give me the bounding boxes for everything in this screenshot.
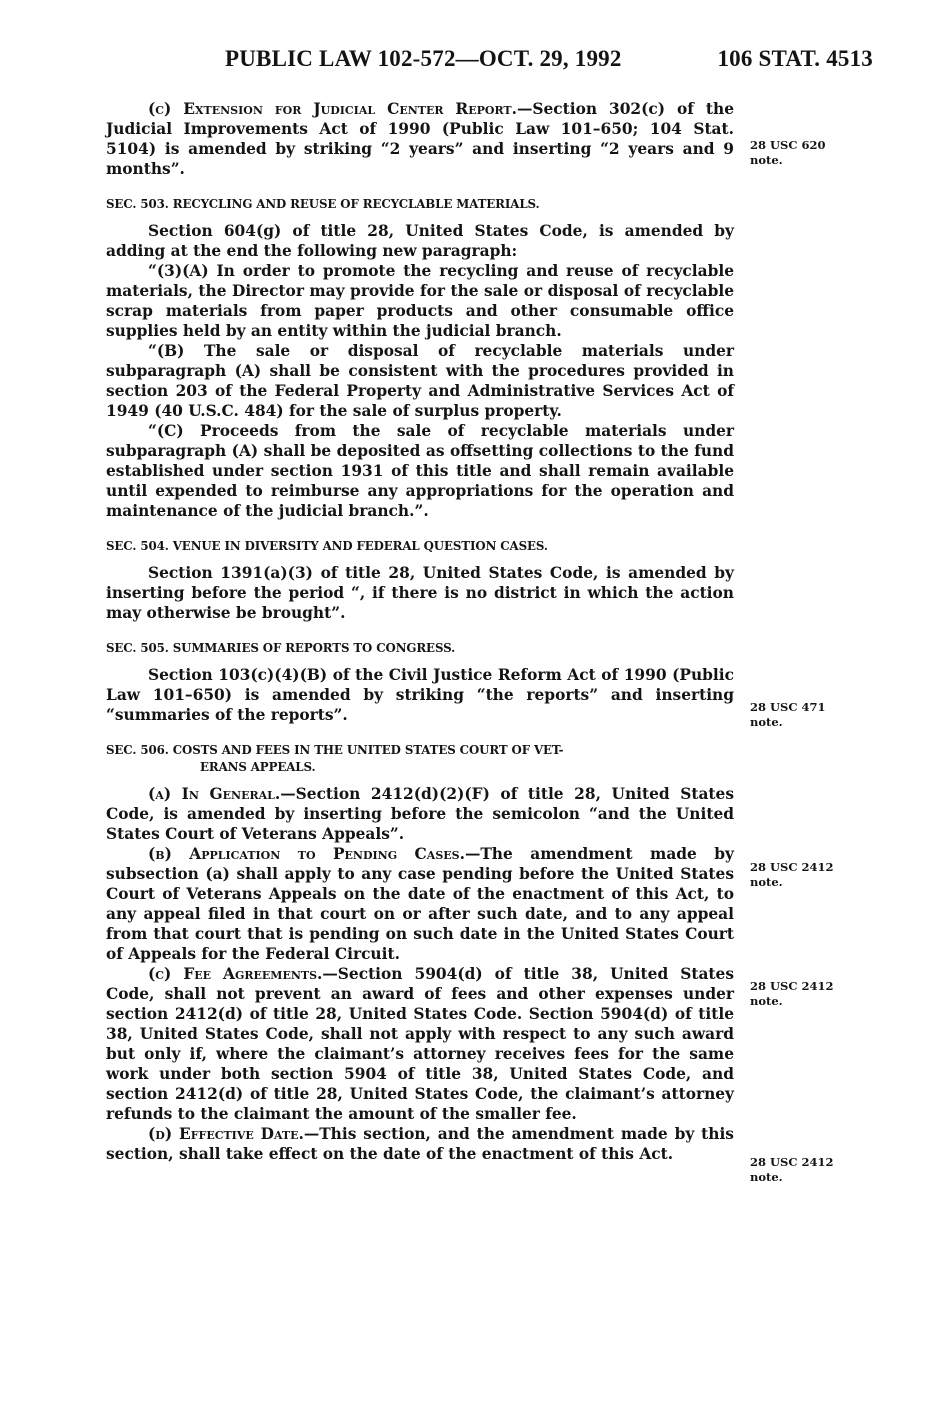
- paragraph: “(B) The sale or disposal of recyclable materials under subparagraph (A) shall be consistent with the procedures provided in section 203 of the Federal Property and Administrative Services Act of 1949 (40 U.S.C. 484) for the sale of surplus property.: [106, 342, 734, 420]
- paragraph-text: —This section, and the amendment made by this section, shall take effect on the date of the enactment of this Act.: [106, 1125, 734, 1163]
- paragraph-extension-report: [106, 99, 734, 179]
- margin-note-citation: 28 USC 2412: [750, 1155, 834, 1169]
- paragraph: “(3)(A) In order to promote the recycling and reuse of recyclable materials, the Director may provide for the sale or disposal of recyclable scrap materials from paper products and other consumable office supplies held by an entity within the judicial branch.: [106, 262, 734, 340]
- margin-note-label: note.: [750, 1170, 783, 1184]
- section-heading-503: SEC. 503. RECYCLING AND REUSE OF RECYCLABLE MATERIALS.: [106, 197, 540, 211]
- paragraph: “(C) Proceeds from the sale of recyclable materials under subparagraph (A) shall be deposited as offsetting collections to the fund established under section 1931 of this title and shall remain available until expended to reimburse any appropriations for the operation and maintenance of the judicial branch.”.: [106, 422, 734, 520]
- subsection-heading: (a) In General.: [148, 785, 281, 803]
- margin-note-citation: 28 USC 620: [750, 138, 826, 152]
- header-title: PUBLIC LAW 102-572—OCT. 29, 1992: [225, 46, 622, 71]
- paragraph-fee-agreements: [106, 964, 734, 1124]
- margin-note-citation: 28 USC 2412: [750, 979, 834, 993]
- section-heading-504: SEC. 504. VENUE IN DIVERSITY AND FEDERAL QUESTION CASES.: [106, 539, 548, 553]
- margin-note: [750, 138, 860, 168]
- paragraph: Section 604(g) of title 28, United States Code, is amended by adding at the end the following new paragraph:: [106, 222, 734, 260]
- paragraph: Section 103(c)(4)(B) of the Civil Justice Reform Act of 1990 (Public Law 101–650) is amended by striking “the reports” and inserting “summaries of the reports”.: [106, 666, 734, 724]
- subsection-heading: (c) Extension for Judicial Center Report.: [148, 100, 517, 118]
- margin-note-citation: 28 USC 471: [750, 700, 826, 714]
- paragraph-text: —Section 2412(d)(2)(F) of title 28, United States Code, is amended by inserting before the semicolon “and the United States Court of Veterans Appeals”.: [106, 785, 735, 843]
- subsection-heading: (c) Fee Agreements.: [148, 965, 323, 983]
- margin-note-label: note.: [750, 153, 783, 167]
- section-heading-line: SEC. 506. COSTS AND FEES IN THE UNITED STATES COURT OF VET-: [106, 743, 564, 757]
- margin-note: [750, 700, 860, 730]
- margin-note: [750, 860, 860, 890]
- subsection-heading: (d) Effective Date.: [148, 1125, 304, 1143]
- margin-note: [750, 979, 860, 1009]
- margin-note-citation: 28 USC 2412: [750, 860, 834, 874]
- margin-note-label: note.: [750, 875, 783, 889]
- paragraph-pending-cases: [106, 844, 734, 964]
- subsection-heading: (b) Application to Pending Cases.: [148, 845, 465, 863]
- page-header: [105, 46, 873, 76]
- paragraph: Section 1391(a)(3) of title 28, United States Code, is amended by inserting before the period “, if there is no district in which the action may otherwise be brought”.: [106, 564, 734, 622]
- paragraph-effective-date: [106, 1124, 734, 1164]
- margin-note-label: note.: [750, 715, 783, 729]
- section-heading-506: [106, 742, 734, 776]
- section-heading-505: SEC. 505. SUMMARIES OF REPORTS TO CONGRESS.: [106, 641, 456, 655]
- paragraph-text: —The amendment made by subsection (a) shall apply to any case pending before the United States Court of Veterans Appeals on the date of the enactment of this Act, to any appeal filed in that court on or after such date, and to any appeal from that court that is pending on such date in the United States Court of Appeals for the Federal Circuit.: [106, 845, 734, 963]
- paragraph-text: —Section 302(c) of the Judicial Improvements Act of 1990 (Public Law 101–650; 104 Stat. 5104) is amended by striking “2 years” and inserting “2 years and 9 months”.: [106, 100, 734, 178]
- document-body: [106, 99, 734, 1164]
- paragraph-in-general: [106, 784, 734, 844]
- paragraph-text: —Section 5904(d) of title 38, United States Code, shall not prevent an award of fees and other expenses under section 2412(d) of title 28, United States Code. Section 5904(d) of title 38, United States Code, shall not apply with respect to any such award but only if, where the claimant’s attorney receives fees for the same work under both section 5904 of title 38, United States Code, and section 2412(d) of title 28, United States Code, the claimant’s attorney refunds to the claimant the amount of the smaller fee.: [106, 965, 734, 1123]
- margin-note-label: note.: [750, 994, 783, 1008]
- section-heading-line: ERANS APPEALS.: [200, 760, 316, 774]
- margin-note: [750, 1155, 860, 1185]
- header-page-number: 106 STAT. 4513: [717, 46, 873, 71]
